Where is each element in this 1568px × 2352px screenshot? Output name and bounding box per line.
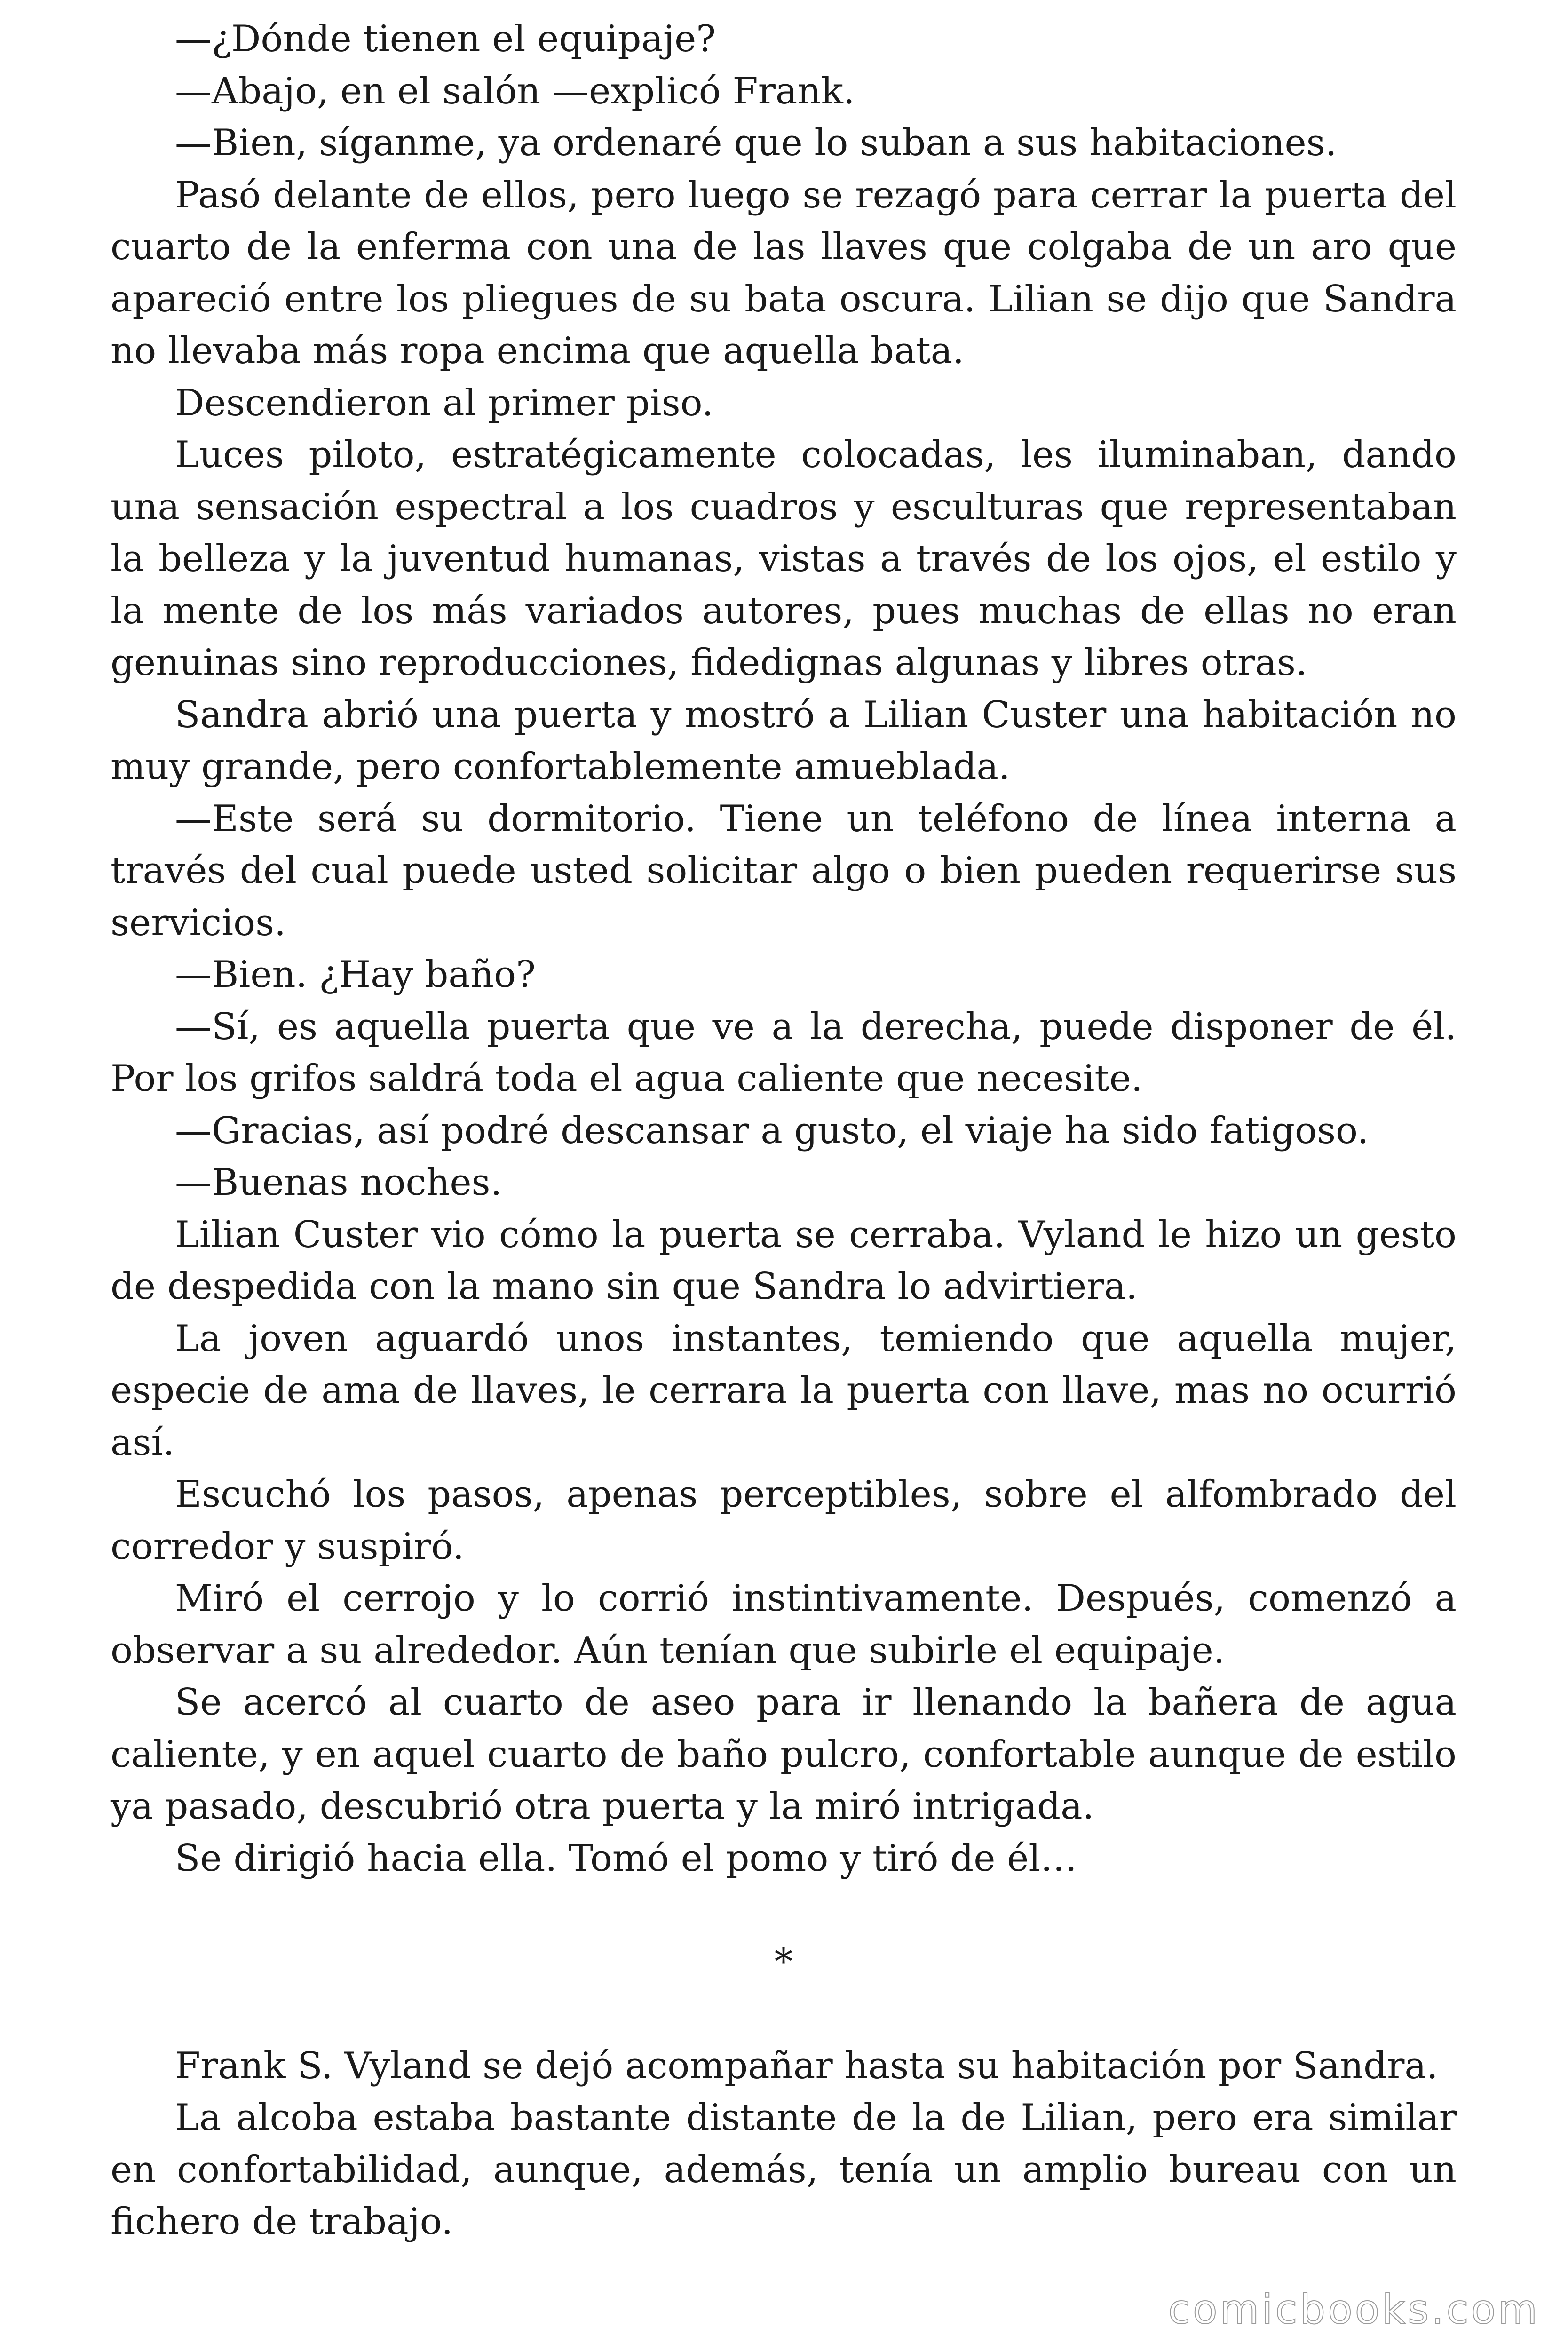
section-separator: *	[774, 1941, 793, 1983]
paragraph: Luces piloto, estratégicamente colocadas, les iluminaban, dando una sensación espectral a los cuadros y esculturas que representaban la belleza y la juventud humanas, vistas a través de los ojos, el estilo y la mente de los más variados autores, pues muchas de ellas no eran genuinas sino reproducciones, fidedignas algunas y libres otras.	[111, 434, 1457, 684]
paragraph: Frank S. Vyland se dejó acompañar hasta su habitación por Sandra.	[175, 2044, 1438, 2087]
paragraph: —Sí, es aquella puerta que ve a la derecha, puede disponer de él. Por los grifos saldrá toda el agua caliente que necesite.	[111, 1005, 1457, 1100]
paragraph: Miró el cerrojo y lo corrió instintivamente. Después, comenzó a observar a su alrededor. Aún tenían que subirle el equipaje.	[111, 1577, 1457, 1672]
paragraph: La alcoba estaba bastante distante de la de Lilian, pero era similar en confortabilidad, aunque, además, tenía un amplio bureau con un fichero de trabajo.	[111, 2097, 1457, 2243]
paragraph: Se acercó al cuarto de aseo para ir llenando la bañera de agua caliente, y en aquel cuarto de baño pulcro, confortable aunque de estilo ya pasado, descubrió otra puerta y la miró intrigada.	[111, 1681, 1457, 1828]
paragraph: —Buenas noches.	[175, 1161, 502, 1204]
paragraph: Escuchó los pasos, apenas perceptibles, sobre el alfombrado del corredor y suspiró.	[111, 1473, 1457, 1568]
paragraph: Sandra abrió una puerta y mostró a Lilian Custer una habitación no muy grande, pero confortablemente amueblada.	[111, 693, 1457, 788]
paragraph: —Abajo, en el salón —explicó Frank.	[175, 70, 855, 112]
watermark-logo: comicbooks.com	[1168, 2286, 1540, 2333]
paragraph: Pasó delante de ellos, pero luego se rezagó para cerrar la puerta del cuarto de la enferma con una de las llaves que colgaba de un aro que apareció entre los pliegues de su bata oscura. Lilian se dijo que Sandra no llevaba más ropa encima que aquella bata.	[111, 174, 1457, 372]
paragraph: Lilian Custer vio cómo la puerta se cerraba. Vyland le hizo un gesto de despedida con la mano sin que Sandra lo advirtiera.	[111, 1213, 1457, 1308]
paragraph: La joven aguardó unos instantes, temiendo que aquella mujer, especie de ama de llaves, le cerrara la puerta con llave, mas no ocurrió así.	[111, 1317, 1457, 1464]
paragraph: —Bien. ¿Hay baño?	[175, 954, 536, 996]
paragraph: —Gracias, así podré descansar a gusto, el viaje ha sido fatigoso.	[175, 1109, 1369, 1152]
body-text	[111, 13, 1457, 2248]
paragraph: —¿Dónde tienen el equipaje?	[175, 18, 716, 60]
paragraph: Se dirigió hacia ella. Tomó el pomo y tiró de él…	[175, 1837, 1077, 1880]
paragraph: Descendieron al primer piso.	[175, 381, 714, 424]
paragraph: —Este será su dormitorio. Tiene un teléfono de línea interna a través del cual puede usted solicitar algo o bien pueden requerirse sus servicios.	[111, 797, 1457, 944]
paragraph: —Bien, síganme, ya ordenaré que lo suban a sus habitaciones.	[175, 122, 1337, 164]
